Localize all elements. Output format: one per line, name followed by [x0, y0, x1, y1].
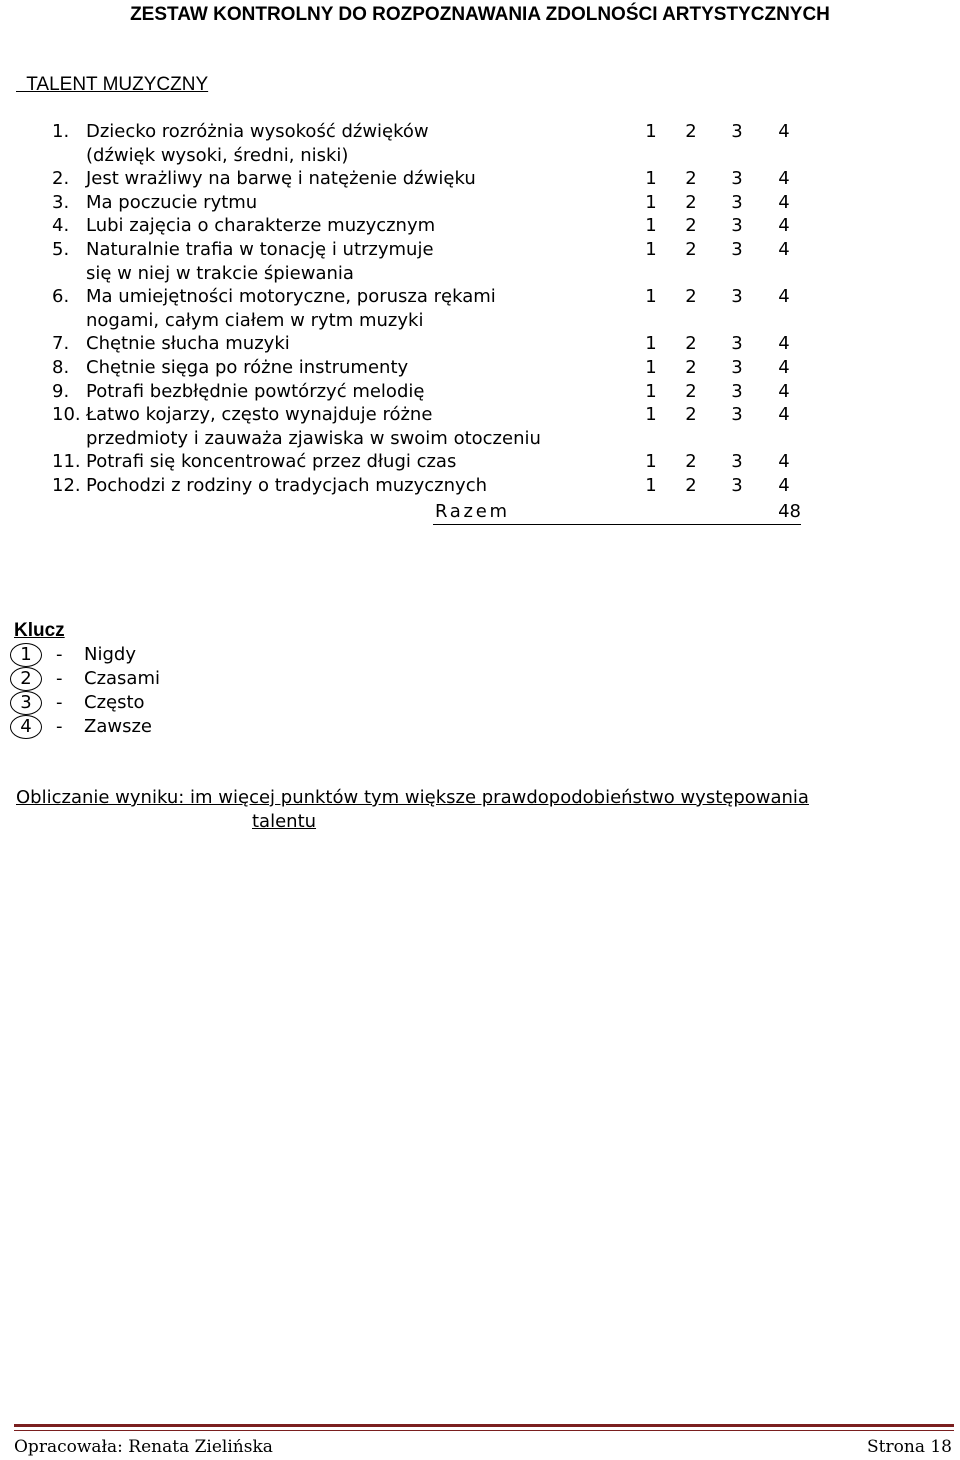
question-item [0, 238, 960, 262]
score-option-3[interactable]: 3 [731, 333, 743, 355]
total-value: 48 [778, 501, 801, 522]
score-option-2[interactable]: 2 [685, 238, 697, 260]
key-entry [14, 715, 152, 739]
question-number: 3. [52, 191, 70, 213]
question-item [0, 380, 960, 404]
score-option-4[interactable]: 4 [778, 380, 790, 402]
score-option-1[interactable]: 1 [645, 474, 657, 496]
question-number: 5. [52, 238, 70, 260]
score-option-1[interactable]: 1 [645, 121, 657, 142]
score-option-2[interactable]: 2 [685, 215, 697, 237]
score-option-2[interactable]: 2 [685, 404, 697, 426]
score-option-3[interactable]: 3 [731, 238, 743, 260]
question-text: Jest wrażliwy na barwę i natężenie dźwięku [86, 168, 476, 190]
score-option-4[interactable]: 4 [778, 121, 790, 142]
score-option-1[interactable]: 1 [645, 215, 657, 237]
question-text: (dźwięk wysoki, średni, niski) [86, 144, 349, 166]
key-legend [14, 619, 160, 739]
score-option-1[interactable]: 1 [645, 168, 657, 190]
question-number: 7. [52, 333, 70, 355]
score-option-3[interactable]: 3 [731, 286, 743, 308]
total-label: Razem [435, 501, 510, 522]
score-option-4[interactable]: 4 [778, 286, 790, 308]
score-option-1[interactable]: 1 [645, 451, 657, 473]
question-number: 4. [52, 215, 70, 237]
question-text: Dziecko rozróżnia wysokość dźwięków [86, 121, 429, 142]
question-item-continuation [0, 262, 960, 286]
questionnaire-list [0, 120, 960, 498]
score-option-1[interactable]: 1 [645, 404, 657, 426]
question-number: 10. [52, 404, 81, 426]
key-title: Klucz [14, 620, 65, 641]
score-option-3[interactable]: 3 [731, 191, 743, 213]
question-text: Ma poczucie rytmu [86, 191, 258, 213]
score-option-3[interactable]: 3 [731, 356, 743, 378]
question-text: przedmioty i zauważa zjawiska w swoim otoczeniu [86, 427, 541, 449]
key-entry [14, 643, 136, 667]
footer-rule-thin [14, 1430, 954, 1431]
score-option-2[interactable]: 2 [685, 474, 697, 496]
score-option-3[interactable]: 3 [731, 121, 743, 142]
question-number: 12. [52, 474, 81, 496]
question-text: nogami, całym ciałem w rytm muzyki [86, 309, 424, 331]
score-option-2[interactable]: 2 [685, 380, 697, 402]
score-option-3[interactable]: 3 [731, 168, 743, 190]
score-option-3[interactable]: 3 [731, 474, 743, 496]
key-entry [14, 667, 160, 691]
question-item [0, 450, 960, 474]
key-dash: - [56, 668, 63, 689]
question-item [0, 191, 960, 215]
score-option-3[interactable]: 3 [731, 380, 743, 402]
score-option-2[interactable]: 2 [685, 333, 697, 355]
key-dash: - [56, 692, 63, 713]
section-heading: TALENT MUZYCZNY [16, 74, 209, 95]
score-option-2[interactable]: 2 [685, 168, 697, 190]
question-item-continuation [0, 427, 960, 451]
question-text: Potrafi się koncentrować przez długi czas [86, 451, 457, 473]
score-option-1[interactable]: 1 [645, 286, 657, 308]
question-text: Lubi zajęcia o charakterze muzycznym [86, 215, 436, 237]
score-option-3[interactable]: 3 [731, 215, 743, 237]
question-item-continuation [0, 144, 960, 168]
score-option-2[interactable]: 2 [685, 191, 697, 213]
question-item [0, 403, 960, 427]
question-item [0, 214, 960, 238]
score-option-1[interactable]: 1 [645, 380, 657, 402]
score-option-4[interactable]: 4 [778, 356, 790, 378]
total-row [433, 500, 801, 525]
key-score-circle: 2 [10, 667, 42, 691]
score-option-4[interactable]: 4 [778, 404, 790, 426]
document-title: ZESTAW KONTROLNY DO ROZPOZNAWANIA ZDOLNOŚCI ARTYSTYCZNYCH [130, 4, 830, 25]
score-option-2[interactable]: 2 [685, 121, 697, 142]
key-score-circle: 3 [10, 691, 42, 715]
scoring-note [16, 786, 916, 834]
score-option-4[interactable]: 4 [778, 474, 790, 496]
question-text: się w niej w trakcie śpiewania [86, 262, 354, 284]
key-dash: - [56, 644, 63, 665]
footer-author: Opracowała: Renata Zielińska [14, 1437, 273, 1457]
question-number: 9. [52, 380, 70, 402]
key-entry [14, 691, 145, 715]
key-label: Nigdy [84, 644, 136, 665]
question-text: Potrafi bezbłędnie powtórzyć melodię [86, 380, 425, 402]
question-item [0, 356, 960, 380]
key-label: Zawsze [84, 716, 152, 737]
key-score-circle: 4 [10, 715, 42, 739]
score-option-1[interactable]: 1 [645, 191, 657, 213]
score-option-2[interactable]: 2 [685, 356, 697, 378]
question-text: Naturalnie trafia w tonację i utrzymuje [86, 238, 434, 260]
question-number: 6. [52, 286, 70, 308]
score-option-4[interactable]: 4 [778, 168, 790, 190]
score-option-2[interactable]: 2 [685, 286, 697, 308]
question-item [0, 332, 960, 356]
score-option-1[interactable]: 1 [645, 238, 657, 260]
key-dash: - [56, 716, 63, 737]
footer-rule [14, 1424, 954, 1427]
score-option-1[interactable]: 1 [645, 333, 657, 355]
question-text: Chętnie słucha muzyki [86, 333, 290, 355]
question-item [0, 120, 960, 144]
key-score-circle: 1 [10, 643, 42, 667]
question-item-continuation [0, 309, 960, 333]
score-option-3[interactable]: 3 [731, 404, 743, 426]
score-option-3[interactable]: 3 [731, 451, 743, 473]
question-number: 11. [52, 451, 81, 473]
question-number: 1. [52, 121, 70, 142]
score-option-4[interactable]: 4 [778, 215, 790, 237]
question-text: Chętnie sięga po różne instrumenty [86, 356, 409, 378]
key-label: Czasami [84, 668, 160, 689]
question-number: 2. [52, 168, 70, 190]
question-text: Łatwo kojarzy, często wynajduje różne [86, 404, 433, 426]
scoring-note-line2: talentu [252, 811, 317, 832]
question-number: 8. [52, 356, 70, 378]
score-option-1[interactable]: 1 [645, 356, 657, 378]
scoring-note-line1: Obliczanie wyniku: im więcej punktów tym większe prawdopodobieństwo występowania [16, 787, 809, 808]
question-item [0, 285, 960, 309]
score-option-4[interactable]: 4 [778, 451, 790, 473]
score-option-4[interactable]: 4 [778, 191, 790, 213]
question-item [0, 474, 960, 498]
score-option-4[interactable]: 4 [778, 333, 790, 355]
footer-page-number: Strona 18 [867, 1437, 952, 1457]
question-item [0, 167, 960, 191]
score-option-4[interactable]: 4 [778, 238, 790, 260]
question-text: Ma umiejętności motoryczne, porusza rękami [86, 286, 496, 308]
question-text: Pochodzi z rodziny o tradycjach muzycznych [86, 474, 487, 496]
key-label: Często [84, 692, 145, 713]
score-option-2[interactable]: 2 [685, 451, 697, 473]
